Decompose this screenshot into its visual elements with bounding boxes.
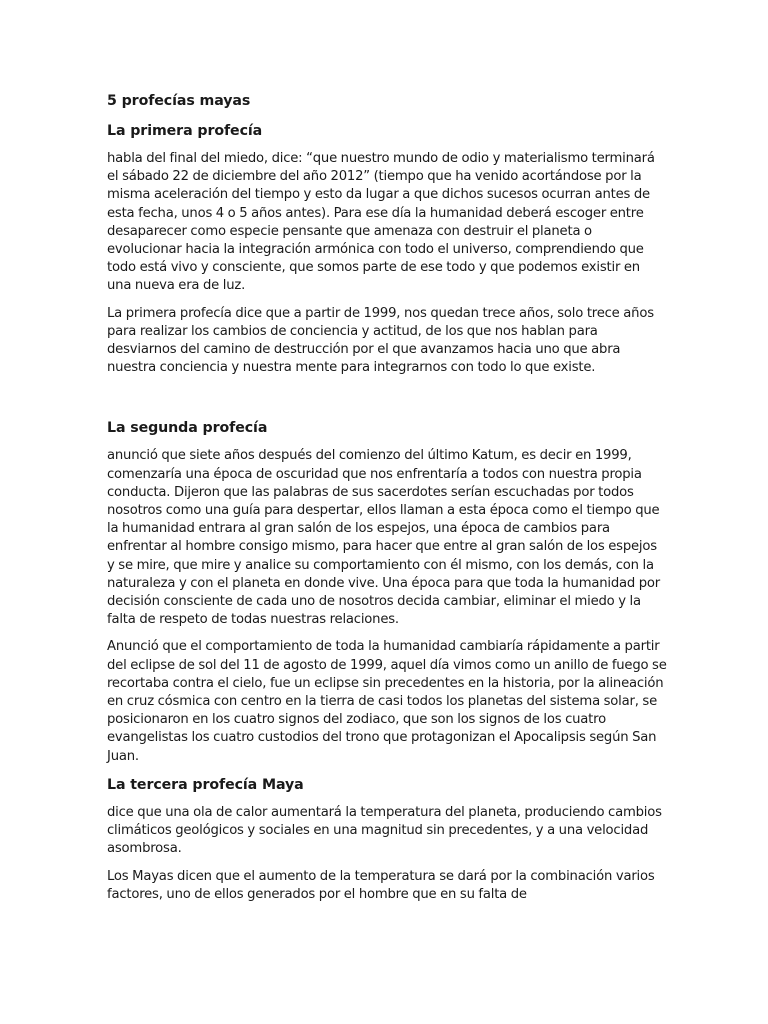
section-heading-second-prophecy: La segunda profecía (107, 420, 268, 437)
section-heading-third-prophecy: La tercera profecía Maya (107, 776, 304, 793)
section-heading-first-prophecy: La primera profecía (107, 123, 263, 139)
third-prophecy-paragraph-2: Los Mayas dicen que el aumento de la temperatura se dará por la combinación varios factores, uno de ellos generados por el hombre que en su falta de (107, 868, 655, 902)
section-spacer (107, 386, 667, 418)
third-prophecy-paragraph-1: dice que una ola de calor aumentará la temperatura del planeta, produciendo cambios climáticos geológicos y sociales en una magnitud sin precedentes, y a una velocidad asombrosa. (107, 804, 662, 857)
document-title: 5 profecías mayas (107, 93, 251, 109)
first-prophecy-paragraph-2: La primera profecía dice que a partir de 1999, nos quedan trece años, solo trece años para realizar los cambios de conciencia y actitud, de los que nos hablan para desviarnos del camino de destrucción por el que avanzamos hacia uno que abra nuestra conciencia y nuestra mente para integrarnos con todo lo que existe. (107, 305, 654, 376)
first-prophecy-paragraph-1: habla del final del miedo, dice: “que nuestro mundo de odio y materialismo terminará el sábado 22 de diciembre del año 2012” (tiempo que ha venido acortándose por la misma aceleración del tiempo y esto da lugar a que dichos sucesos ocurran antes de esta fecha, unos 4 o 5 años antes). Para ese día la humanidad deberá escoger entre desaparecer como especie pensante que amenaza con destruir el planeta o evolucionar hacia la integración armónica con todo el universo, comprendiendo que todo está vivo y consciente, que somos parte de ese todo y que podemos existir en una nueva era de luz. (107, 151, 655, 294)
second-prophecy-paragraph-2: Anunció que el comportamiento de toda la humanidad cambiaría rápidamente a partir del eclipse de sol del 11 de agosto de 1999, aquel día vimos como un anillo de fuego se recortaba contra el cielo, fue un eclipse sin precedentes en la historia, por la alineación en cruz cósmica con centro en la tierra de casi todos los planetas del sistema solar, se posicionaron en los cuatro signos del zodiaco, que son los signos de los cuatro evangelistas los cuatro custodios del trono que protagonizan el Apocalipsis según San Juan. (107, 639, 667, 764)
document-body (107, 91, 667, 913)
second-prophecy-paragraph-1: anunció que siete años después del comienzo del último Katum, es decir en 1999, comenzaría una época de oscuridad que nos enfrentaría a todos con nuestra propia conducta. Dijeron que las palabras de sus sacerdotes serían escuchadas por todos nosotros como una guía para despertar, ellos llaman a esta época como el tiempo que la humanidad entrara al gran salón de los espejos, una época de cambios para enfrentar al hombre consigo mismo, para hacer que entre al gran salón de los espejos y se mire, que mire y analice su comportamiento con él mismo, con los demás, con la naturaleza y con el planeta en donde vive. Una época para que toda la humanidad por decisión consciente de cada uno de nosotros decida cambiar, eliminar el miedo y la falta de respeto de todas nuestras relaciones. (107, 448, 661, 628)
